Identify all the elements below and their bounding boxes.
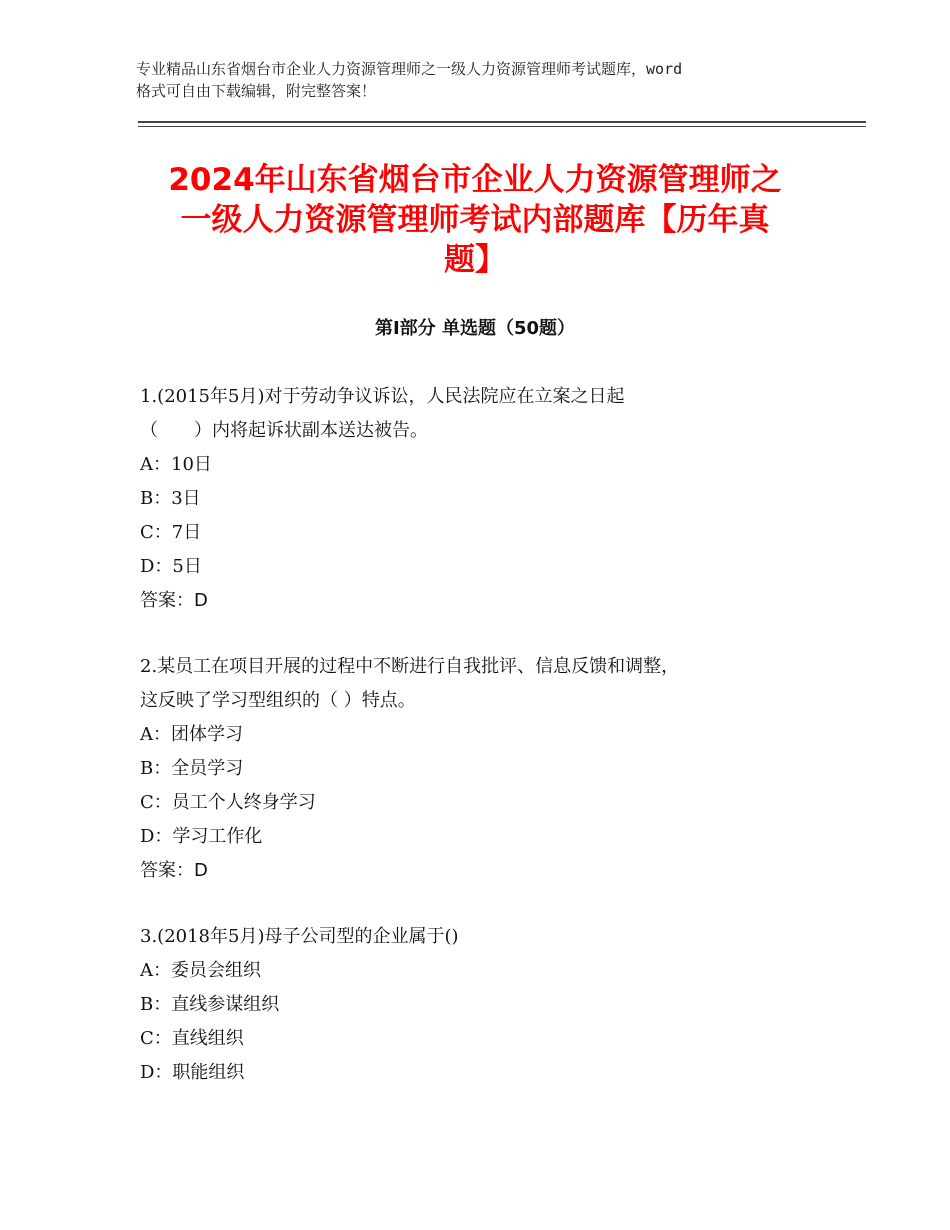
- option-c: C：直线组织: [140, 1028, 244, 1049]
- option-d: D：学习工作化: [140, 826, 263, 847]
- question-stem-line-2: （ ）内将起诉状副本送达被告。: [140, 420, 428, 441]
- answer: 答案：D: [140, 860, 208, 881]
- title-line-1: 2024年山东省烟台市企业人力资源管理师之: [168, 162, 782, 198]
- question-stem-line-1: 1.(2015年5月)对于劳动争议诉讼，人民法院应在立案之日起: [140, 386, 625, 407]
- title-line-2: 一级人力资源管理师考试内部题库【历年真: [180, 202, 770, 238]
- section-title: 第Ⅰ部分 单选题（50题）: [374, 318, 575, 339]
- question-stem-line-2: 这反映了学习型组织的（ ）特点。: [140, 690, 416, 711]
- option-b: B：3日: [140, 488, 201, 509]
- header-rule-thick: [138, 121, 866, 123]
- question-list: [140, 380, 840, 1122]
- document-title: [120, 160, 830, 280]
- option-c: C：员工个人终身学习: [140, 792, 316, 813]
- header-note-line-2: 格式可自由下载编辑，附完整答案！: [136, 82, 377, 100]
- header-note-line-1: 专业精品山东省烟台市企业人力资源管理师之一级人力资源管理师考试题库，word: [136, 60, 683, 78]
- header-note: [136, 58, 826, 102]
- question-stem-line-1: 3.(2018年5月)母子公司型的企业属于(): [140, 926, 459, 947]
- question-1: [140, 380, 840, 618]
- option-a: A：团体学习: [140, 724, 243, 745]
- option-b: B：全员学习: [140, 758, 244, 779]
- option-c: C：7日: [140, 522, 202, 543]
- option-d: D：5日: [140, 556, 202, 577]
- title-line-3: 题】: [444, 242, 506, 278]
- option-b: B：直线参谋组织: [140, 994, 280, 1015]
- option-a: A：10日: [140, 454, 212, 475]
- answer: 答案：D: [140, 590, 208, 611]
- question-3: [140, 920, 840, 1090]
- option-d: D：职能组织: [140, 1062, 245, 1083]
- question-2: [140, 650, 840, 888]
- question-stem-line-1: 2.某员工在项目开展的过程中不断进行自我批评、信息反馈和调整，: [140, 656, 680, 677]
- header-rule-thin: [138, 126, 866, 127]
- option-a: A：委员会组织: [140, 960, 261, 981]
